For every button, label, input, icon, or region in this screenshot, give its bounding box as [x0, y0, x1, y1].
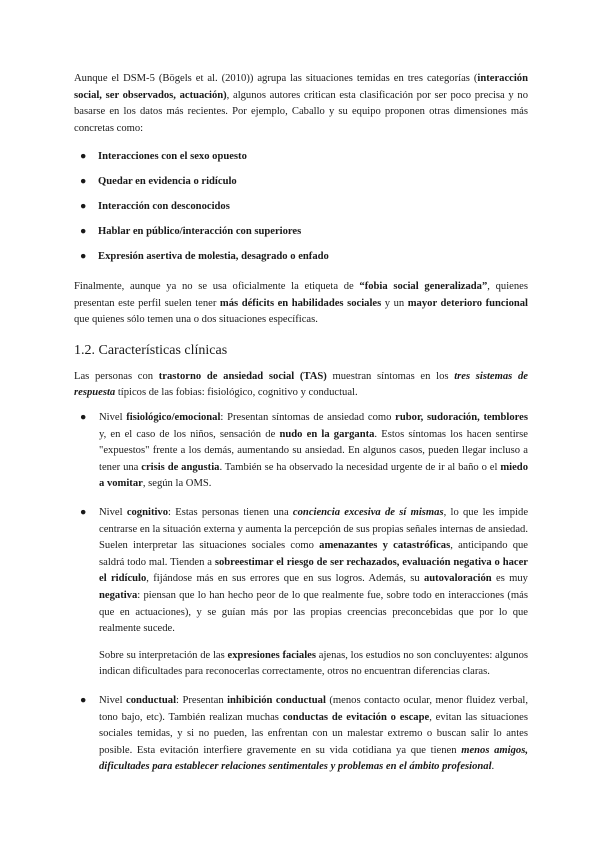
text: , anticipando que saldrá todo mal. Tienden a — [99, 540, 528, 568]
bullet-icon: ● — [80, 176, 87, 188]
bullet-icon: ● — [80, 694, 87, 706]
bullet-icon: ● — [80, 200, 87, 212]
bold-term: crisis de angustia — [141, 461, 220, 473]
tas-paragraph — [74, 369, 528, 402]
text: y, en el caso de los niños, sensación de — [99, 428, 280, 440]
bold-term: más déficits en habilidades sociales — [219, 297, 382, 309]
text: . — [491, 761, 495, 773]
physiological-paragraph — [99, 410, 528, 493]
list-item-label: Expresión asertiva de molestia, desagrado o enfado — [98, 250, 329, 262]
final-paragraph — [74, 279, 528, 329]
dimensions-list — [74, 149, 528, 265]
bold-italic-term: menos amigos, dificultades para establecer relaciones sentimentales y problemas en el ámbito profesional — [99, 744, 528, 773]
text: . También se ha observado la necesidad urgente de ir al baño o el — [219, 461, 501, 473]
text: Nivel — [99, 412, 127, 424]
bold-term: conductas de evitación o escape — [282, 711, 430, 723]
text: Nivel — [99, 694, 126, 706]
bold-term: autovaloración — [423, 573, 492, 585]
text: : Presentan síntomas de ansiedad como — [220, 412, 396, 424]
intro-bold-categories: interacción social, ser observados, actuación) — [74, 73, 528, 101]
bold-term: negativa — [99, 590, 138, 601]
response-levels-list — [74, 410, 528, 776]
text: ajenas, los estudios no son concluyentes: algunos indican dificultades para reconocerlas correctamente, otros no encuentran diferencias claras. — [99, 649, 529, 678]
facial-expressions-paragraph — [99, 648, 528, 681]
list-item — [80, 149, 528, 166]
text: (menos contacto ocular, menor fluidez verbal, tono bajo, etc). También realizan muchas — [99, 694, 528, 723]
text: : Estas personas tienen una — [168, 507, 293, 519]
bold-term: amenazantes y catastróficas — [319, 540, 451, 552]
bold-term: cognitivo — [126, 507, 169, 519]
text: , evitan las situaciones sociales temidas, y si no pueden, las enfrentan con un malestar extremo o buscan salir lo antes posible. Esta evitación interfiere gravemente en su vida cotidiana ya que tienen — [99, 711, 528, 756]
list-item-label: Quedar en evidencia o ridículo — [98, 176, 237, 188]
list-item — [80, 224, 528, 241]
text: Finalmente, aunque ya no se usa oficialmente la etiqueta de — [74, 281, 360, 293]
list-item — [80, 249, 528, 266]
intro-text: , algunos autores critican esta clasificación por ser poco precisa y no basarse en los datos más recientes. Por ejemplo, Caballo y su equipo proponen otras dimensiones más concretas como: — [74, 89, 528, 134]
bold-italic-term: tres sistemas de respuesta — [74, 370, 528, 399]
list-item-physiological — [80, 410, 528, 493]
list-item-label: Hablar en público/interacción con superiores — [98, 225, 302, 237]
bold-term: trastorno de ansiedad social (TAS) — [158, 370, 327, 382]
list-item-behavioral — [80, 693, 528, 776]
bold-term: miedo a vomitar — [99, 461, 528, 490]
text: Nivel — [99, 507, 127, 519]
text: que quienes sólo temen una o dos situaciones específicas. — [74, 314, 318, 326]
text: Sobre su interpretación de las — [99, 649, 228, 661]
text: , fijándose más en sus errores que en sus logros. Además, su — [146, 573, 424, 585]
text: : Presentan — [176, 694, 228, 706]
text: : piensan que lo han hecho peor de lo que realmente fue, sobre todo en interacciones (más que en actuaciones), y se guían más por las propias creencias preconcebidas que por lo que realmente sucede. — [99, 590, 528, 635]
bold-term: “fobia social generalizada” — [359, 281, 488, 293]
bold-term: mayor deterioro funcional — [407, 297, 528, 309]
text: , lo que les impide centrarse en la situación externa y aumenta la percepción de sus propias señales internas de ansiedad. Suelen interpretar las situaciones sociales como — [99, 507, 529, 552]
list-item-cognitive — [80, 505, 528, 681]
cognitive-paragraph — [99, 505, 528, 638]
bold-term: inhibición conductual — [227, 694, 326, 706]
bullet-icon: ● — [80, 412, 87, 424]
text: Las personas con — [74, 370, 159, 382]
text: , según la OMS. — [142, 478, 212, 490]
bold-term: expresiones faciales — [227, 649, 316, 661]
text: y un — [381, 297, 408, 309]
text: . Estos síntomas los hacen sentirse "expuestos" frente a los demás, aumentando su ansiedad. En algunos casos, pueden llegar incluso a tener una — [99, 428, 528, 473]
list-item-label: Interacciones con el sexo opuesto — [98, 151, 247, 163]
intro-text: Aunque el DSM-5 (Bögels et al. (2010)) agrupa las situaciones temidas en tres categorías ( — [74, 73, 478, 84]
bold-term: conductual — [126, 694, 177, 706]
behavioral-paragraph — [99, 693, 528, 776]
list-item — [80, 199, 528, 216]
bold-italic-term: conciencia excesiva de sí mismas — [292, 507, 444, 519]
text: es muy — [491, 573, 528, 585]
intro-paragraph — [74, 71, 528, 137]
text: , quienes presentan este perfil suelen tener — [74, 281, 528, 309]
bold-term: fisiológico/emocional — [126, 412, 221, 424]
text: muestran síntomas en los — [326, 370, 455, 382]
bullet-icon: ● — [80, 507, 87, 519]
bullet-icon: ● — [80, 151, 87, 163]
text: típicos de las fobias: fisiológico, cognitivo y conductual. — [115, 387, 358, 399]
bold-term: rubor, sudoración, temblores — [395, 412, 528, 424]
bullet-icon: ● — [80, 225, 87, 237]
bold-term: nudo en la garganta — [279, 428, 375, 440]
bold-term: sobreestimar el riesgo de ser rechazados, evaluación negativa o hacer el ridículo — [99, 556, 528, 585]
section-title: 1.2. Características clínicas — [74, 342, 228, 358]
list-item — [80, 174, 528, 191]
list-item-label: Interacción con desconocidos — [98, 200, 230, 212]
bullet-icon: ● — [80, 250, 87, 262]
